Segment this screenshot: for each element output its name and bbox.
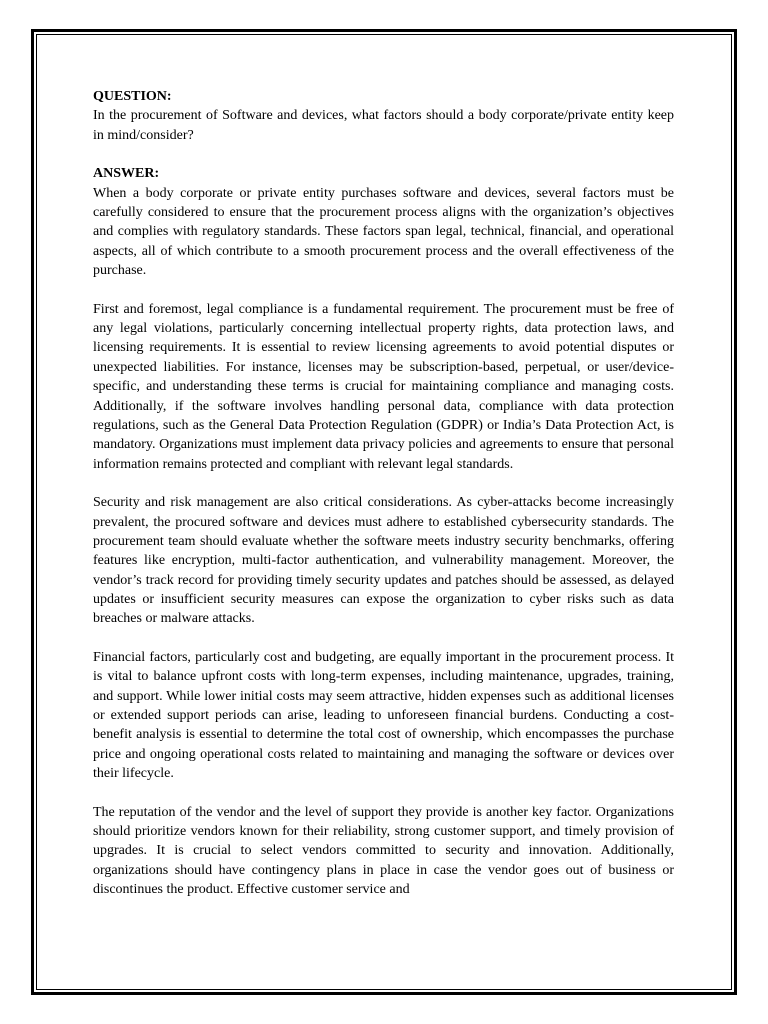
answer-paragraph-legal: First and foremost, legal compliance is a fundamental requirement. The procurement must be free of any legal violations, particularly concerning intellectual property rights, data protection laws, and licensing requirements. It is essential to review licensing agreements to avoid potential disputes or unexpected liabilities. For instance, licenses may be subscription-based, perpetual, or user/device-specific, and understanding these terms is crucial for maintaining compliance and managing costs. Additionally, if the software involves handling personal data, compliance with data protection regulations, such as the General Data Protection Regulation (GDPR) or India’s Data Protection Act, is mandatory. Organizations must implement data privacy policies and agreements to ensure that personal information remains protected and compliant with relevant legal standards. <box>93 301 674 472</box>
answer-paragraph-financial: Financial factors, particularly cost and budgeting, are equally important in the procurement process. It is vital to balance upfront costs with long-term expenses, including maintenance, upgrades, training, and support. While lower initial costs may seem attractive, hidden expenses such as additional licenses or extended support periods can arise, leading to unforeseen financial burdens. Conducting a cost-benefit analysis is essential to determine the total cost of ownership, which encompasses the purchase price and ongoing operational costs related to maintaining and managing the software or devices over their lifecycle. <box>93 649 674 782</box>
answer-paragraph-vendor: The reputation of the vendor and the level of support they provide is another key factor. Organizations should prioritize vendors known for their reliability, strong customer support, and timely provision of upgrades. It is crucial to select vendors committed to security and innovation. Additionally, organizations should have contingency plans in place in case the vendor goes out of business or discontinues the product. Effective customer service and <box>93 804 674 898</box>
answer-paragraph-intro: When a body corporate or private entity purchases software and devices, several factors must be carefully considered to ensure that the procurement process aligns with the organization’s objectives and complies with regulatory standards. These factors span legal, technical, financial, and operational aspects, all of which contribute to a smooth procurement process and the overall effectiveness of the purchase. <box>93 185 674 279</box>
answer-heading: ANSWER: <box>93 166 160 182</box>
question-text: In the procurement of Software and devices, what factors should a body corporate/private entity keep in mind/consider? <box>93 108 674 143</box>
answer-paragraph-security: Security and risk management are also critical considerations. As cyber-attacks become increasingly prevalent, the procured software and devices must adhere to established cybersecurity standards. The procurement team should evaluate whether the software meets industry security benchmarks, offering features like encryption, multi-factor authentication, and vulnerability management. Moreover, the vendor’s track record for providing timely security updates and patches should be assessed, as delayed updates or insufficient security measures can expose the organization to cyber risks such as data breaches or malware attacks. <box>93 495 674 627</box>
document-body <box>93 87 674 899</box>
question-heading: QUESTION: <box>93 89 172 104</box>
